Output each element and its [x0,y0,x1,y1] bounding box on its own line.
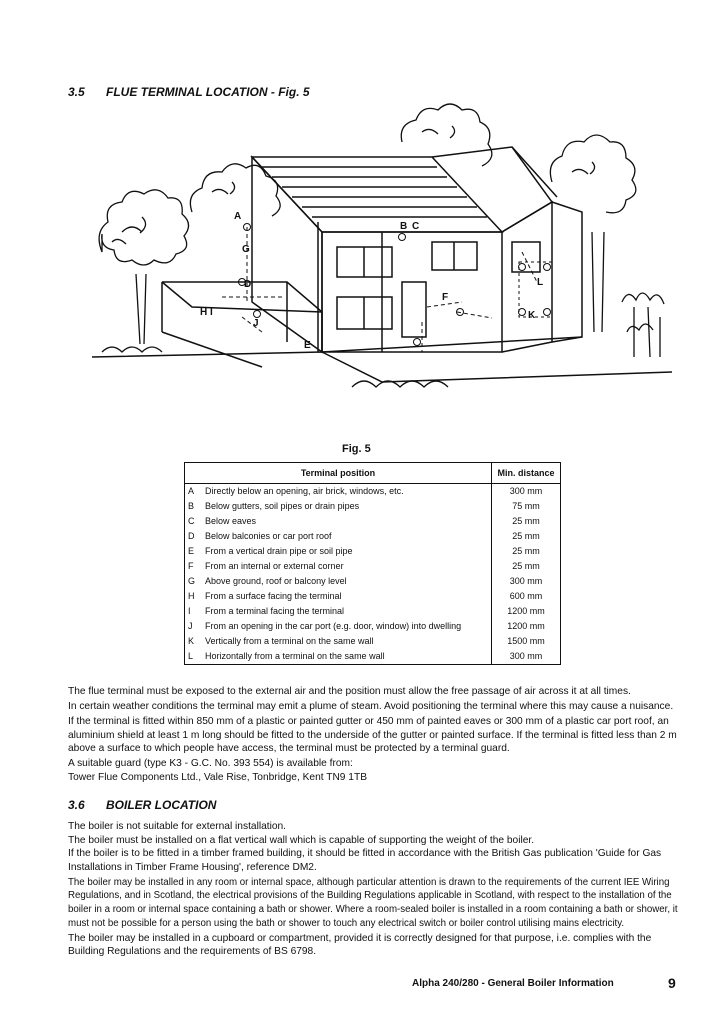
row-position: Below balconies or car port roof [201,529,492,544]
label-b: B [400,221,408,232]
label-l: L [537,277,544,288]
label-j: J [253,318,259,329]
table-row [185,529,561,544]
paragraph: The boiler may be installed in a cupboard or compartment, provided it is correctly designed for that purpose, i.e. complies with the Building Regulations and the requirements of BS 6798. [68,932,652,958]
row-letter: C [185,514,202,529]
section-title: FLUE TERMINAL LOCATION - Fig. 5 [106,85,310,99]
row-position: Directly below an opening, air brick, windows, etc. [201,484,492,500]
row-letter: I [185,604,202,619]
row-position: From a terminal facing the terminal [201,604,492,619]
row-letter: E [185,544,202,559]
label-c: C [412,221,420,232]
row-distance: 25 mm [492,514,561,529]
paragraph: The boiler must be installed on a flat vertical wall which is capable of supporting the weight of the boiler. [68,834,535,846]
row-distance: 25 mm [492,544,561,559]
house-flue-illustration [82,102,672,440]
terminal-position-table [184,462,561,665]
row-position: From an opening in the car port (e.g. door, window) into dwelling [201,619,492,634]
table-row [185,589,561,604]
label-k: K [528,310,536,321]
paragraph: In certain weather conditions the terminal may emit a plume of steam. Avoid positioning the terminal where this may cause a nuisance. [68,701,674,713]
paragraph: A suitable guard (type K3 - G.C. No. 393 554) is available from: [68,758,353,770]
section-3-6-body [68,820,678,960]
row-position: Below eaves [201,514,492,529]
label-f: F [442,292,449,303]
row-distance: 75 mm [492,499,561,514]
row-letter: L [185,649,202,665]
footer-title: Alpha 240/280 - General Boiler Information [412,978,614,989]
table-row [185,649,561,665]
row-letter: B [185,499,202,514]
row-position: From an internal or external corner [201,559,492,574]
table-row [185,619,561,634]
label-a: A [234,211,242,222]
house [92,147,672,382]
row-position: Below gutters, soil pipes or drain pipes [201,499,492,514]
row-distance: 300 mm [492,484,561,500]
row-letter: K [185,634,202,649]
paragraph: The boiler may be installed in any room or internal space, although particular attention is drawn to the requirements of the current IEE Wiring Regulations, and in Scotland, the electrical provisions of the Building Regulations applicable in Scotland, with respect to the installation of the boiler in a room or internal space containing a bath or shower. Where a room-sealed boiler is installed in a room containing a bath or shower, it must not be possible for a person using the bath or shower to touch any electrical switch or boiler control utilising mains electricity. [68,876,678,929]
paragraph: The flue terminal must be exposed to the external air and the position must allow the free passage of air across it at all times. [68,686,631,697]
paragraph: If the boiler is to be fitted in a timber framed building, it should be fitted in accordance with the British Gas publication 'Guide for Gas Installations in Timber Frame Housing', reference DM2. [68,848,662,873]
table-row [185,559,561,574]
label-d: D [244,279,252,290]
section-number: 3.6 [68,798,85,812]
paragraph: Tower Flue Components Ltd., Vale Rise, Tonbridge, Kent TN9 1TB [68,772,367,784]
row-position: Above ground, roof or balcony level [201,574,492,589]
table-row [185,604,561,619]
row-position: From a vertical drain pipe or soil pipe [201,544,492,559]
table-row [185,514,561,529]
label-i: I [210,307,213,318]
figure-caption: Fig. 5 [342,443,371,455]
section-heading-3-5 [68,85,310,99]
row-distance: 600 mm [492,589,561,604]
row-distance: 1200 mm [492,604,561,619]
header-terminal-position: Terminal position [185,463,492,484]
row-position: Vertically from a terminal on the same wall [201,634,492,649]
paragraph: If the terminal is fitted within 850 mm of a plastic or painted gutter or 450 mm of painted eaves or 300 mm of a plastic car port roof, an aluminium shield at least 1 m long should be fitted to the underside of the gutter or painted surface. If the terminal is fitted less than 2 m above a surface to which people have access, the terminal must be protected by a terminal guard. [68,716,677,755]
row-distance: 25 mm [492,559,561,574]
row-letter: H [185,589,202,604]
table-header-row [185,463,561,484]
label-e: E [304,340,311,351]
label-g: G [242,244,250,255]
row-distance: 1500 mm [492,634,561,649]
row-letter: A [185,484,202,500]
table-row [185,499,561,514]
section-number: 3.5 [68,85,85,99]
row-letter: J [185,619,202,634]
row-position: From a surface facing the terminal [201,589,492,604]
row-letter: D [185,529,202,544]
row-letter: G [185,574,202,589]
section-heading-3-6 [68,798,216,812]
page-number: 9 [668,975,676,991]
paragraph: The boiler is not suitable for external installation. [68,821,287,832]
table-row [185,574,561,589]
table-row [185,544,561,559]
row-letter: F [185,559,202,574]
table-row [185,634,561,649]
section-title: BOILER LOCATION [106,798,217,812]
row-distance: 300 mm [492,574,561,589]
row-position: Horizontally from a terminal on the same wall [201,649,492,665]
row-distance: 1200 mm [492,619,561,634]
label-h: H [200,307,208,318]
row-distance: 300 mm [492,649,561,665]
header-min-distance: Min. distance [492,463,561,484]
section-3-5-body [68,685,678,786]
table-row [185,484,561,500]
row-distance: 25 mm [492,529,561,544]
